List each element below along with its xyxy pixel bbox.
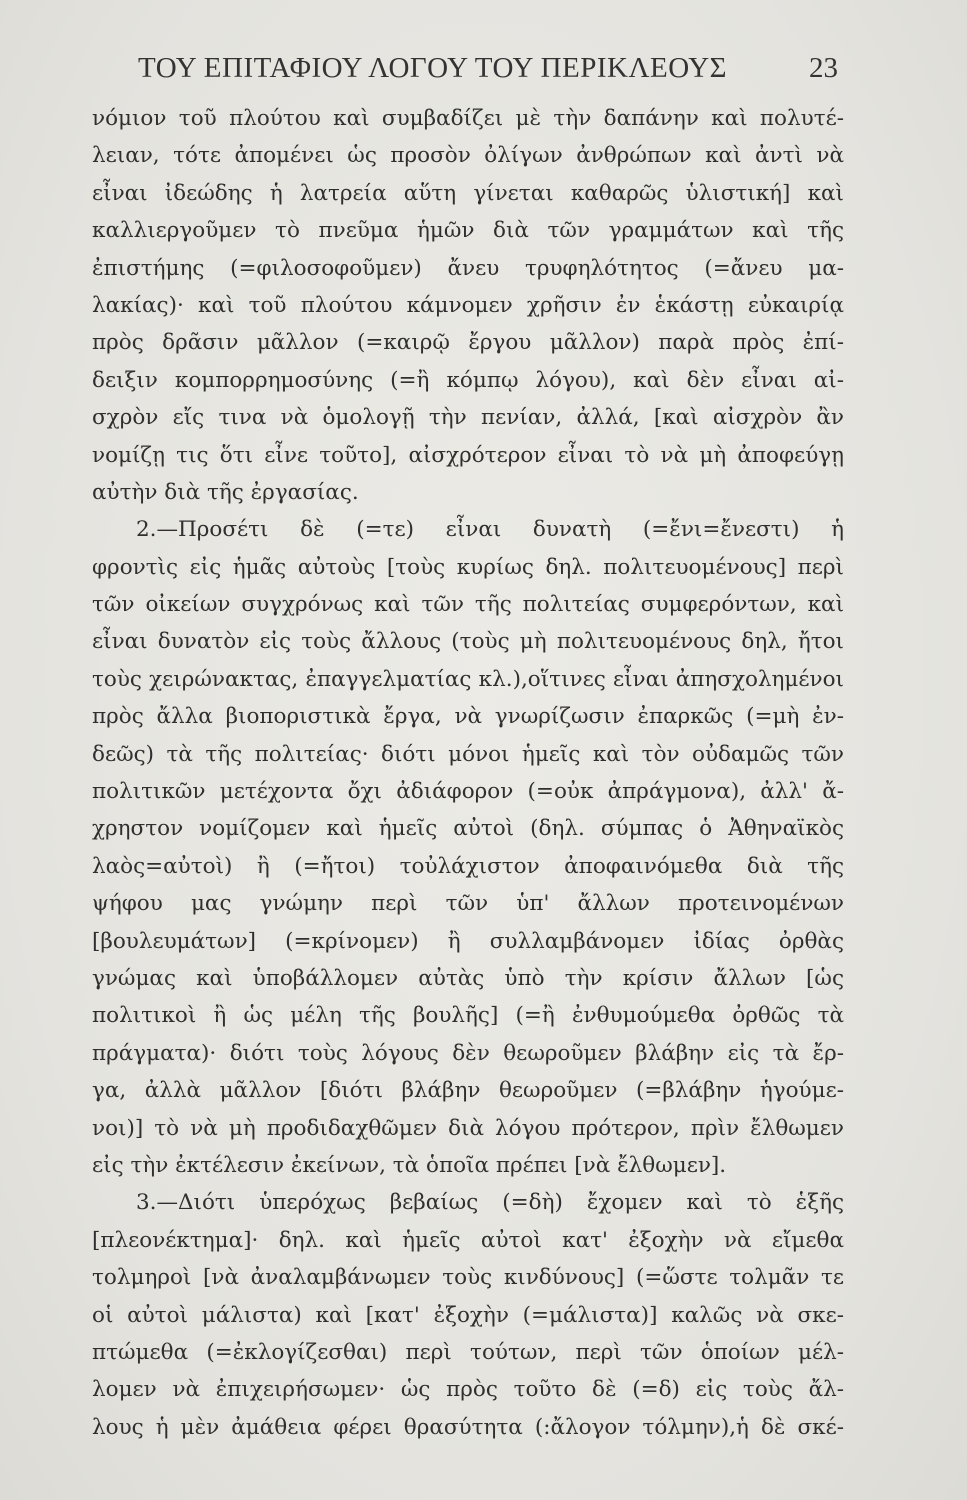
text-line: ψήφου μας γνώμην περὶ τῶν ὑπ' ἄλλων προτεινομένων — [92, 891, 844, 917]
text-line: τοὺς χειρώνακτας, ἐπαγγελματίας κλ.),οἵτινες εἶναι ἀπησχολημένοι — [92, 666, 844, 692]
text-line: πρὸς δρᾶσιν μᾶλλον (=καιρῷ ἔργου μᾶλλον) παρὰ πρὸς ἐπί- — [92, 330, 844, 356]
text-line: αὐτὴν διὰ τῆς ἐργασίας. — [92, 479, 359, 505]
text-line: [πλεονέκτημα]· δηλ. καὶ ἡμεῖς αὐτοὶ κατ' ἐξοχὴν νὰ εἴμεθα — [92, 1227, 844, 1253]
text-line: γνώμας καὶ ὑποβάλλομεν αὐτὰς ὑπὸ τὴν κρίσιν ἄλλων [ὡς — [92, 965, 844, 991]
text-line: πράγματα)· διότι τοὺς λόγους δὲν θεωροῦμεν βλάβην εἰς τὰ ἔρ- — [92, 1040, 844, 1066]
paragraph-start-line: 3.—Διότι ὑπερόχως βεβαίως (=δὴ) ἔχομεν καὶ τὸ ἑξῆς — [136, 1190, 844, 1216]
text-line: λακίας)· καὶ τοῦ πλούτου κάμνομεν χρῆσιν ἐν ἑκάστῃ εὐκαιρίᾳ — [92, 292, 844, 318]
text-line: οἱ αὐτοὶ μάλιστα) καὶ [κατ' ἐξοχὴν (=μάλιστα)] καλῶς νὰ σκε- — [92, 1302, 844, 1328]
text-line: δεῶς) τὰ τῆς πολιτείας· διότι μόνοι ἡμεῖς καὶ τὸν οὐδαμῶς τῶν — [92, 741, 844, 767]
text-line: πολιτικοὶ ἢ ὡς μέλη τῆς βουλῆς] (=ἢ ἐνθυμούμεθα ὀρθῶς τὰ — [92, 1003, 844, 1029]
text-line: νομίζῃ τις ὅτι εἶνε τοῦτο], αἰσχρότερον εἶναι τὸ νὰ μὴ ἀποφεύγῃ — [92, 442, 844, 468]
text-line: εἰς τὴν ἐκτέλεσιν ἐκείνων, τὰ ὁποῖα πρέπει [νὰ ἔλθωμεν]. — [92, 1152, 727, 1178]
paragraph-start-line: 2.—Προσέτι δὲ (=τε) εἶναι δυνατὴ (=ἔνι=ἔνεστι) ἡ — [136, 517, 844, 543]
page-number: 23 — [809, 52, 838, 84]
text-line: εἶναι ἰδεώδης ἡ λατρεία αὕτη γίνεται καθαρῶς ὑλιστική] καὶ — [92, 180, 844, 206]
running-head: ΤΟΥ ΕΠΙΤΑΦΙΟΥ ΛΟΓΟΥ ΤΟΥ ΠΕΡΙΚΛΕΟΥΣ — [138, 52, 728, 84]
page-header — [138, 52, 838, 100]
text-line: λομεν νὰ ἐπιχειρήσωμεν· ὡς πρὸς τοῦτο δὲ (=δ) εἰς τοὺς ἄλ- — [92, 1377, 844, 1403]
text-line: λαὸς=αὐτοὶ) ἢ (=ἤτοι) τοὐλάχιστον ἀποφαινόμεθα διὰ τῆς — [92, 853, 844, 879]
text-line: νόμιον τοῦ πλούτου καὶ συμβαδίζει μὲ τὴν δαπάνην καὶ πολυτέ- — [92, 106, 844, 131]
text-line: [βουλευμάτων] (=κρίνομεν) ἢ συλλαμβάνομεν ἰδίας ὀρθὰς — [92, 928, 844, 954]
text-line: δειξιν κομπορρημοσύνης (=ἢ κόμπῳ λόγου), καὶ δὲν εἶναι αἰ- — [92, 367, 844, 393]
text-line: γα, ἀλλὰ μᾶλλον [διότι βλάβην θεωροῦμεν (=βλάβην ἡγούμε- — [92, 1078, 844, 1104]
body-text — [92, 100, 844, 1446]
text-line: πρὸς ἄλλα βιοποριστικὰ ἔργα, νὰ γνωρίζωσιν ἐπαρκῶς (=μὴ ἐν- — [92, 704, 844, 730]
text-line: χρηστον νομίζομεν καὶ ἡμεῖς αὐτοὶ (δηλ. σύμπας ὁ Ἀθηναϊκὸς — [92, 816, 844, 842]
text-line: ἐπιστήμης (=φιλοσοφοῦμεν) ἄνευ τρυφηλότητος (=ἄνευ μα- — [92, 255, 844, 281]
text-line: τολμηροὶ [νὰ ἀναλαμβάνωμεν τοὺς κινδύνους] (=ὥστε τολμᾶν τε — [92, 1265, 844, 1291]
text-line: σχρὸν εἴς τινα νὰ ὁμολογῇ τὴν πενίαν, ἀλλά, [καὶ αἰσχρὸν ἂν — [92, 405, 844, 431]
text-line: φροντὶς εἰς ἡμᾶς αὐτοὺς [τοὺς κυρίως δηλ. πολιτευομένους] περὶ — [92, 554, 844, 580]
text-line: πολιτικῶν μετέχοντα ὄχι ἀδιάφορον (=οὐκ ἀπράγμονα), ἀλλ' ἄ- — [92, 779, 844, 805]
text-line: τῶν οἰκείων συγχρόνως καὶ τῶν τῆς πολιτείας συμφερόντων, καὶ — [92, 592, 844, 618]
text-line: νοι)] τὸ νὰ μὴ προδιδαχθῶμεν διὰ λόγου πρότερον, πρὶν ἔλθωμεν — [92, 1115, 844, 1141]
text-line: πτώμεθα (=ἐκλογίζεσθαι) περὶ τούτων, περὶ τῶν ὁποίων μέλ- — [92, 1339, 844, 1365]
text-line: λους ἡ μὲν ἀμάθεια φέρει θρασύτητα (:ἄλογον τόλμην),ἡ δὲ σκέ- — [92, 1414, 844, 1440]
text-line: εἶναι δυνατὸν εἰς τοὺς ἄλλους (τοὺς μὴ πολιτευομένους δηλ, ἤτοι — [92, 629, 844, 655]
text-line: καλλιεργοῦμεν τὸ πνεῦμα ἡμῶν διὰ τῶν γραμμάτων καὶ τῆς — [92, 218, 844, 244]
text-line: λειαν, τότε ἀπομένει ὡς προσὸν ὀλίγων ἀνθρώπων καὶ ἀντὶ νὰ — [92, 143, 844, 169]
